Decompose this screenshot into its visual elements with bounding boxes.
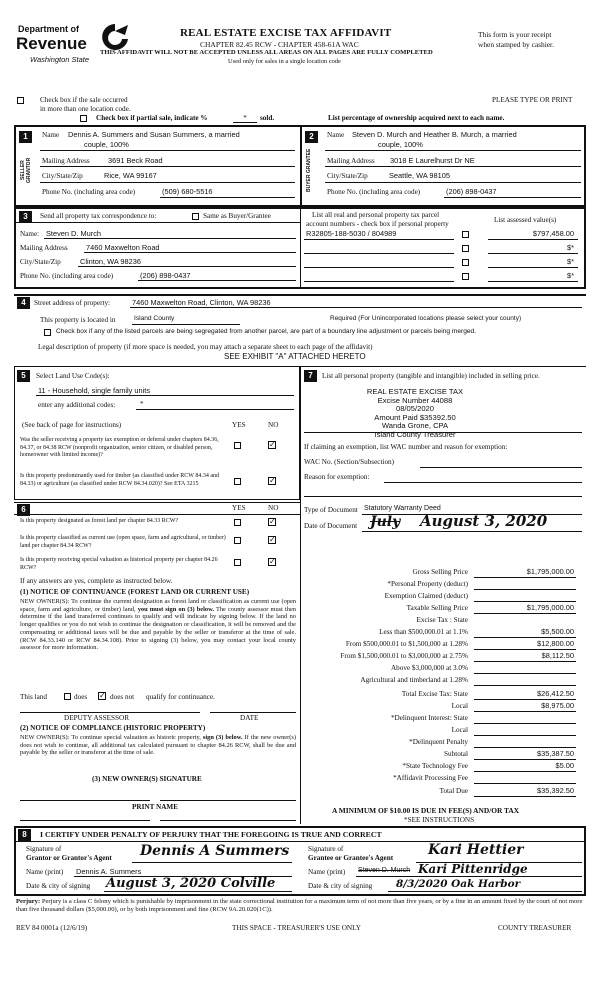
minimum-fee-note: A MINIMUM OF $10.00 IS DUE IN FEE(S) AND/OR TAX xyxy=(332,806,520,815)
doc-date-value[interactable]: August 3, 2020 xyxy=(420,512,548,530)
exemption-yes-checkbox[interactable] xyxy=(234,442,241,449)
certify-statement: I CERTIFY UNDER PENALTY OF PERJURY THAT THE FOREGOING IS TRUE AND CORRECT xyxy=(40,830,382,839)
grantee-signature[interactable]: Kari Hettier xyxy=(428,842,524,858)
same-as-buyer-label: Same as Buyer/Grantee xyxy=(203,212,271,220)
county-treasurer: COUNTY TREASURER xyxy=(498,924,572,932)
grantee-sig-label1: Signature of xyxy=(308,845,344,853)
partial-sale-checkbox[interactable] xyxy=(80,115,87,122)
stamp-line: Excise Number 44088 xyxy=(377,395,453,405)
form-warning: THIS AFFIDAVIT WILL NOT BE ACCEPTED UNLESS ALL AREAS ON ALL PAGES ARE FULLY COMPLETED xyxy=(100,49,433,56)
tax-row-label: Less than $500,000.01 at 1.1% xyxy=(379,628,468,636)
notice-compliance-text xyxy=(20,734,296,757)
stamp-line: REAL ESTATE EXCISE TAX xyxy=(366,387,464,396)
street-label: Street address of property: xyxy=(34,299,111,307)
does-checkbox[interactable] xyxy=(64,693,71,700)
located-label: This property is located in xyxy=(40,316,116,324)
corr-mailing[interactable]: 7460 Maxwelton Road xyxy=(86,243,160,252)
corr-phone-label: Phone No. (including area code) xyxy=(20,272,114,280)
forest-no-checkbox[interactable]: ✓ xyxy=(269,517,276,526)
current-use-question: Is this property classified as current use (open space, farm and agricultural, or timber) land per chapter 84.34 RCW? xyxy=(20,535,226,549)
wac-label: WAC No. (Section/Subsection) xyxy=(304,458,395,466)
exemption-question: Was the seller receiving a property tax exemption or deferral under chapters 84.36, 84.37, or 84.38 RCW (nonprofit organization, senior citizen, or disabled person, homeowner with limited income)? xyxy=(20,437,219,459)
timber-question: Is this property predominantly used for timber (as classified under RCW 84.34 and 84.33) or agriculture (as classified under RCW 84.34.020)? See ETA 3215 xyxy=(20,473,220,487)
corr-name[interactable]: Steven D. Murch xyxy=(46,229,102,238)
multi-location-checkbox[interactable] xyxy=(17,97,24,104)
forest-yes-checkbox[interactable] xyxy=(234,519,241,526)
tax-row-label: Excise Tax : State xyxy=(416,616,468,624)
buyer-mailing[interactable]: 3018 E Laurelhurst Dr NE xyxy=(390,156,475,165)
parcels-header2: account numbers - check box if personal property xyxy=(306,220,449,228)
date-label: DATE xyxy=(240,714,259,722)
doc-date-label: Date of Document xyxy=(304,522,358,530)
stamp-line: Wanda Grone, CPA xyxy=(381,421,449,431)
tax-row-label: From $500,000.01 to $1,500,000 at 1.28% xyxy=(345,640,468,648)
tax-row-value[interactable]: $35,387.50 xyxy=(537,749,574,758)
historic-no-checkbox[interactable]: ✓ xyxy=(269,557,276,566)
tax-row-label: *State Technology Fee xyxy=(402,762,468,770)
stamp-line: 08/05/2020 xyxy=(395,404,434,414)
does-not-label: does not xyxy=(110,693,135,701)
assessed-value[interactable]: $797,458.00 xyxy=(532,229,574,238)
this-land-label: This land xyxy=(20,693,47,701)
perjury-text: Perjury is a class C felony which is punishable by imprisonment in the state correctional institution for a maximum term of not more than five years, or by a fine in an amount fixed by the court of not more than five thousand dollars ($5,000.00), or by both imprisonment and fine (RCW 9A.20.020(1C)). xyxy=(16,898,583,914)
form-chapter: CHAPTER 82.45 RCW - CHAPTER 458-61A WAC xyxy=(200,40,359,49)
section-3-number: 3 xyxy=(19,211,32,223)
assessed-value[interactable]: $* xyxy=(567,243,574,252)
tax-row-label: Gross Selling Price xyxy=(412,568,468,576)
tax-row-value[interactable]: $1,795,000.00 xyxy=(526,603,574,612)
section-4-number: 4 xyxy=(17,297,30,309)
qualify-label: qualify for continuance. xyxy=(146,693,215,701)
section-7-number: 7 xyxy=(304,370,317,382)
perjury-statement xyxy=(16,898,584,915)
historic-question: Is this property receiving special valuation as historical property per chapter 84.26 RCW? xyxy=(20,557,218,571)
does-not-checkbox[interactable]: ✓ xyxy=(99,691,106,700)
timber-yes-checkbox[interactable] xyxy=(234,478,241,485)
tax-row-value[interactable]: $8,975.00 xyxy=(541,701,574,710)
notice-continuance-text xyxy=(20,598,296,652)
tax-row-label: Total Excise Tax: State xyxy=(401,690,468,698)
grantee-name-struck: Steven D. Murch xyxy=(358,867,411,874)
personal-property-checkbox[interactable] xyxy=(462,259,469,266)
send-correspondence-label: Send all property tax correspondence to: xyxy=(40,212,157,220)
doc-type-value[interactable]: Statutory Warranty Deed xyxy=(364,505,441,512)
grantee-name[interactable]: Kari Pittenridge xyxy=(418,862,528,876)
seller-phone[interactable]: (509) 680-5516 xyxy=(162,187,213,196)
form-title: REAL ESTATE EXCISE TAX AFFIDAVIT xyxy=(180,27,392,39)
section-8-number: 8 xyxy=(18,829,31,841)
seller-name[interactable]: Dennis A. Summers and Susan Summers, a married xyxy=(68,130,240,139)
same-as-buyer-checkbox[interactable] xyxy=(192,213,199,220)
buyer-phone-label: Phone No. (including area code) xyxy=(327,188,421,196)
partial-sale-sold: sold. xyxy=(260,114,275,122)
seller-mailing[interactable]: 3691 Beck Road xyxy=(108,156,163,165)
buyer-name-label: Name xyxy=(327,131,345,139)
buyer-city[interactable]: Seattle, WA 98105 xyxy=(389,171,450,180)
does-label: does xyxy=(74,693,88,701)
exemption-claim-label: If claiming an exemption, list WAC number and reason for exemption: xyxy=(304,443,508,451)
no-header-6: NO xyxy=(268,504,279,512)
assessed-value[interactable]: $* xyxy=(567,257,574,266)
tax-row-label: Exemption Claimed (deduct) xyxy=(384,592,468,600)
located-county[interactable]: Island County xyxy=(134,315,175,322)
partial-sale-pct[interactable]: * xyxy=(233,114,257,123)
seller-side-label: SELLER GRANTOR xyxy=(20,157,32,183)
doc-type-label: Type of Document xyxy=(304,506,358,514)
legal-desc-label: Legal description of property (if more space is needed, you may attach a separate sheet to each page of the affidavit) xyxy=(38,343,373,351)
perjury-bold: Perjury: xyxy=(16,898,41,905)
notice-compliance-title: (2) NOTICE OF COMPLIANCE (HISTORIC PROPERTY) xyxy=(20,724,206,732)
doc-date-struck: July xyxy=(370,514,401,530)
segregated-label: Check box if any of the listed parcels are being segregated from another parcel, are part of a boundary line adjustment or parcels being merged. xyxy=(56,328,477,335)
partial-sale-label: Check box if partial sale, indicate % xyxy=(96,114,208,122)
notice-continuance-bold: you must sign on (3) below. xyxy=(137,605,214,613)
segregated-checkbox[interactable] xyxy=(44,329,51,336)
tax-row-value[interactable]: $5.00 xyxy=(555,761,574,770)
print-name-label: PRINT NAME xyxy=(132,803,178,811)
tax-row-label: Taxable Selling Price xyxy=(406,604,468,612)
tax-row-label: *Personal Property (deduct) xyxy=(387,580,468,588)
tax-row-label: Local xyxy=(451,702,468,710)
seller-city-label: City/State/Zip xyxy=(42,172,83,180)
tax-row-label: *Delinquent Penalty xyxy=(409,738,468,746)
section-2-number: 2 xyxy=(305,131,318,143)
seller-mailing-label: Mailing Address xyxy=(42,157,90,165)
corr-name-label: Name: xyxy=(20,230,40,238)
tax-row-label: Total Due xyxy=(439,787,468,795)
tax-row-label: From $1,500,000.01 to $3,000,000 at 2.75% xyxy=(340,652,468,660)
land-use-code[interactable]: 11 - Household, single family units xyxy=(38,386,151,395)
grantee-sig-label2: Grantee or Grantee's Agent xyxy=(308,854,394,862)
corr-city[interactable]: Clinton, WA 98236 xyxy=(80,257,141,266)
forest-question: Is this property designated as forest land per chapter 84.33 RCW? xyxy=(20,518,179,524)
notice-continuance-text-a: NEW OWNER(S): To continue the current designation as forest land or classification as current use (open space, farm and agriculture, or timber) land, xyxy=(20,598,296,613)
personal-property-label: List all personal property (tangible and intangible) included in selling price. xyxy=(322,372,540,380)
treasurer-use-only: THIS SPACE - TREASURER'S USE ONLY xyxy=(232,924,361,932)
legal-desc-value[interactable]: SEE EXHIBIT "A" ATTACHED HERETO xyxy=(224,352,366,361)
current-use-no-checkbox[interactable]: ✓ xyxy=(269,535,276,544)
dept-line1: Department of xyxy=(18,24,80,34)
grantor-sig-label2: Grantor or Grantor's Agent xyxy=(26,854,112,862)
section-1-number: 1 xyxy=(19,131,32,143)
personal-property-checkbox[interactable] xyxy=(462,245,469,252)
tax-row-value[interactable]: $8,112.50 xyxy=(541,651,574,660)
ownership-note: List percentage of ownership acquired next to each name. xyxy=(328,114,505,122)
property-street[interactable]: 7460 Maxwelton Road, Clinton, WA 98236 xyxy=(132,298,271,307)
multi-location-label2: in more than one location code. xyxy=(40,105,131,113)
parcel-number[interactable]: R32805-188-5030 / 804989 xyxy=(306,229,397,238)
buyer-city-label: City/State/Zip xyxy=(327,172,368,180)
timber-no-checkbox[interactable]: ✓ xyxy=(269,476,276,485)
seller-name-label: Name xyxy=(42,131,60,139)
please-type: PLEASE TYPE OR PRINT xyxy=(492,96,573,104)
new-owner-signature-label: (3) NEW OWNER(S) SIGNATURE xyxy=(92,775,202,783)
yes-header-6: YES xyxy=(232,504,246,512)
notice-compliance-text-a: NEW OWNER(S): To continue special valuation as historic property, xyxy=(20,734,201,741)
land-use-label: Select Land Use Code(s): xyxy=(36,372,110,380)
seller-city[interactable]: Rice, WA 99167 xyxy=(104,171,157,180)
personal-property-checkbox[interactable] xyxy=(462,231,469,238)
corr-mailing-label: Mailing Address xyxy=(20,244,68,252)
corr-city-label: City/State/Zip xyxy=(20,258,61,266)
tax-row-label: *Delinquent Interest: State xyxy=(390,714,468,722)
seller-name-cont[interactable]: couple, 100% xyxy=(84,140,129,149)
yes-header-5: YES xyxy=(232,421,246,429)
grantor-name[interactable]: Dennis A. Summers xyxy=(76,867,142,876)
notice-compliance-text-b: If the new owner(s) does not wish to continue, all additional tax calculated pursuant to chapter 84.26 RCW, shall be due and payable by the seller or transferor at the time of sale. xyxy=(20,734,297,757)
additional-codes-label: enter any additional codes: xyxy=(38,401,116,409)
grantor-name-label: Name (print) xyxy=(26,868,64,876)
grantee-date-city[interactable]: 8/3/2020 Oak Harbor xyxy=(396,878,521,890)
see-back-note: (See back of page for instructions) xyxy=(22,421,122,429)
buyer-mailing-label: Mailing Address xyxy=(327,157,375,165)
grantor-sig-label1: Signature of xyxy=(26,845,62,853)
assessed-value[interactable]: $* xyxy=(567,271,574,280)
grantor-date-label: Date & city of signing xyxy=(26,882,91,890)
notice-continuance-text-b: The county assessor must then determine if the land transferred continues to qualify and will indicate by signing below. If the land no longer qualifies or you do not wish to continue the designation or classification, it will be removed and the compensating or additional taxes will be due and payable by the seller or transferor at the time of sale. (RCW 84.33.140 or RCW 84.34.108). Prior to signing (3) below, you may contact your local county assessor for more information. xyxy=(20,605,296,652)
tax-row-value[interactable]: $1,795,000.00 xyxy=(526,567,574,576)
grantee-name-label: Name (print) xyxy=(308,868,346,876)
stamp-line: Amount Paid $35392.50 xyxy=(374,412,456,422)
tax-row-value[interactable]: $5,500.00 xyxy=(541,627,574,636)
tax-row-value[interactable]: $35,392.50 xyxy=(537,786,574,795)
tax-row-label: *Affidavit Processing Fee xyxy=(393,774,468,782)
tax-row-label: Local xyxy=(451,726,468,734)
buyer-name-cont[interactable]: couple, 100% xyxy=(378,140,423,149)
if-any-note: If any answers are yes, complete as instructed below. xyxy=(20,577,173,585)
dept-line3: Washington State xyxy=(30,55,90,64)
reason-label: Reason for exemption: xyxy=(304,473,370,481)
section-5-number: 5 xyxy=(17,370,30,382)
tax-row-value[interactable]: $12,800.00 xyxy=(537,639,574,648)
stamp-line: Island County Treasurer xyxy=(374,429,456,439)
tax-row-value[interactable]: $26,412.50 xyxy=(537,689,574,698)
required-county-note: Required (For Unincorporated locations please select your county) xyxy=(330,315,522,322)
corr-phone[interactable]: (206) 898-0437 xyxy=(140,271,191,280)
multi-location-label1: Check box if the sale occurred xyxy=(40,96,128,104)
buyer-name[interactable]: Steven D. Murch and Heather B. Murch, a married xyxy=(352,130,517,139)
additional-codes[interactable]: * xyxy=(140,400,144,408)
tax-row-label: Agricultural and timberland at 1.28% xyxy=(360,676,468,684)
dept-line2: Revenue xyxy=(16,34,87,53)
buyer-phone[interactable]: (206) 898-0437 xyxy=(446,187,497,196)
grantee-date-label: Date & city of signing xyxy=(308,882,373,890)
notice-compliance-bold: sign (3) below. xyxy=(202,734,243,741)
deputy-assessor-label: DEPUTY ASSESSOR xyxy=(64,714,130,722)
receipt-note1: This form is your receipt xyxy=(478,30,552,39)
grantor-signature[interactable]: Dennis A Summers xyxy=(140,843,290,859)
exemption-no-checkbox[interactable]: ✓ xyxy=(269,440,276,449)
grantor-date-city[interactable]: August 3, 2020 Colville xyxy=(106,876,276,891)
seller-phone-label: Phone No. (including area code) xyxy=(42,188,136,196)
single-location-note: Used only for sales in a single location code xyxy=(228,58,341,65)
no-header-5: NO xyxy=(268,421,279,429)
section-6-number: 6 xyxy=(17,504,30,516)
dor-logo xyxy=(14,18,132,72)
assessed-header: List assessed value(s) xyxy=(494,216,557,224)
current-use-yes-checkbox[interactable] xyxy=(234,537,241,544)
notice-continuance-title: (1) NOTICE OF CONTINUANCE (FOREST LAND OR CURRENT USE) xyxy=(20,588,250,596)
buyer-side-label: BUYER GRANTEE xyxy=(306,148,312,192)
personal-property-checkbox[interactable] xyxy=(462,273,469,280)
tax-row-label: Subtotal xyxy=(444,750,468,758)
tax-row-label: Above $3,000,000 at 3.0% xyxy=(390,664,468,672)
receipt-note2: when stamped by cashier. xyxy=(478,40,554,49)
parcels-header1: List all real and personal property tax parcel xyxy=(312,211,440,219)
historic-yes-checkbox[interactable] xyxy=(234,559,241,566)
see-instructions: *SEE INSTRUCTIONS xyxy=(404,816,475,824)
form-number: REV 84 0001a (12/6/19) xyxy=(16,924,88,932)
